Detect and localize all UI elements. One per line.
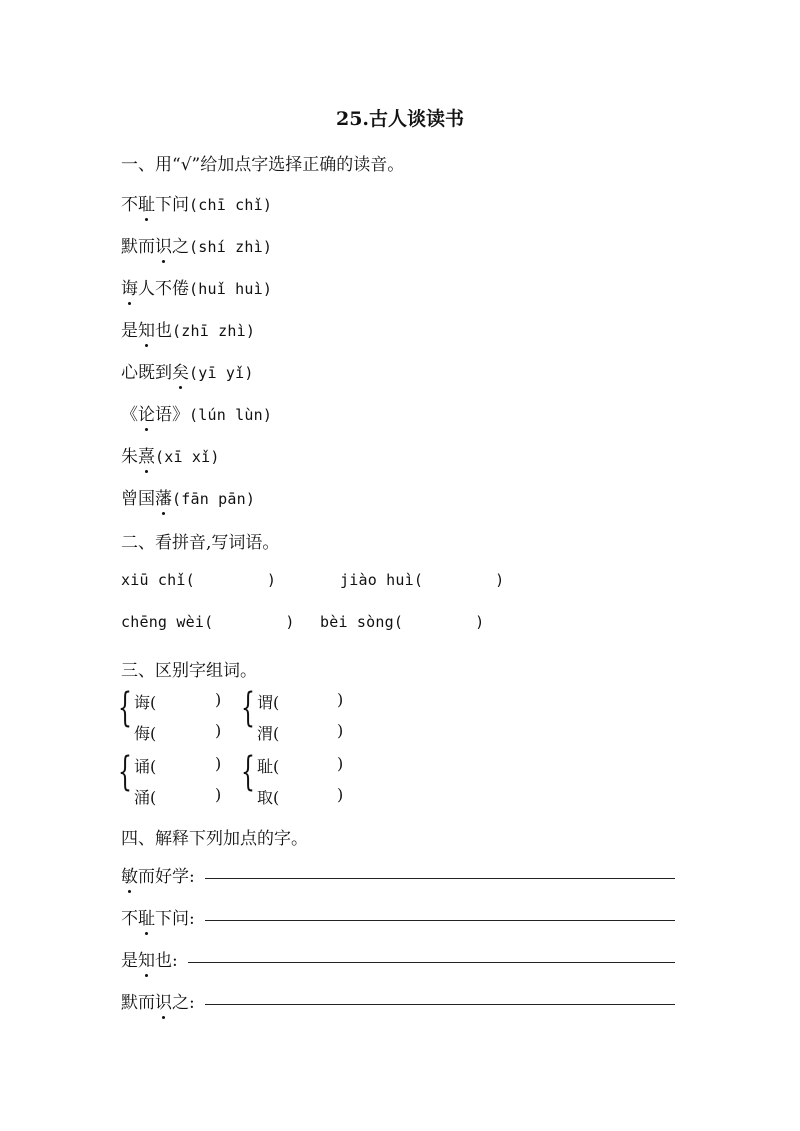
pronunciation-item bbox=[121, 442, 220, 467]
pinyin-options: (shí zhì) bbox=[189, 238, 273, 256]
dotted-char: 识 bbox=[155, 988, 172, 1013]
section4-heading: 四、解释下列加点的字。 bbox=[121, 829, 308, 849]
char-compare-bottom: 取( bbox=[257, 788, 280, 807]
section1-heading: 一、用“√”给加点字选择正确的读音。 bbox=[121, 155, 405, 175]
paren-close: ) bbox=[337, 721, 344, 740]
section3-heading: 三、区别字组词。 bbox=[121, 661, 257, 681]
pinyin-word: xiū chǐ bbox=[121, 571, 186, 589]
paren-close: ) bbox=[495, 571, 505, 589]
item-text-pre: 《 bbox=[121, 405, 138, 425]
item-text-post: 下问 bbox=[155, 195, 189, 215]
paren-close: ) bbox=[215, 690, 222, 709]
section2-heading: 二、看拼音,写词语。 bbox=[121, 533, 280, 553]
pinyin-options: (zhī zhì) bbox=[172, 322, 256, 340]
item-text-pre: 朱 bbox=[121, 447, 138, 467]
dotted-char: 诲 bbox=[121, 274, 138, 299]
pinyin-answer-item bbox=[121, 571, 276, 589]
paren-close: ) bbox=[215, 754, 222, 773]
answer-line[interactable] bbox=[205, 1004, 675, 1005]
dotted-char: 论 bbox=[138, 400, 155, 425]
char-compare-top: 耻( bbox=[257, 757, 280, 776]
item-text-pre: 是 bbox=[121, 951, 138, 971]
pinyin-options: (xī xǐ) bbox=[155, 448, 220, 466]
char-compare-top: 诲( bbox=[134, 693, 157, 712]
explain-item bbox=[121, 862, 195, 887]
item-text-pre: 默而 bbox=[121, 993, 155, 1013]
paren-open: ( bbox=[413, 571, 424, 589]
item-text-pre: 默而 bbox=[121, 237, 155, 257]
char-compare-bottom: 侮( bbox=[134, 724, 157, 743]
paren-open: ( bbox=[393, 613, 404, 631]
answer-line[interactable] bbox=[188, 962, 675, 963]
paren-close: ) bbox=[475, 613, 485, 631]
item-text-post: 下问: bbox=[155, 909, 195, 929]
item-text-post: 也: bbox=[155, 951, 178, 971]
pronunciation-item bbox=[121, 274, 272, 299]
pronunciation-item bbox=[121, 316, 255, 341]
paren-close: ) bbox=[337, 690, 344, 709]
pinyin-word: chēng wèi bbox=[121, 613, 205, 631]
char-compare-bottom: 渭( bbox=[257, 724, 280, 743]
paren-close: ) bbox=[337, 785, 344, 804]
item-text-post: 而好学: bbox=[138, 867, 195, 887]
dotted-char: 敏 bbox=[121, 862, 138, 887]
explain-item bbox=[121, 904, 195, 929]
paren-open: ( bbox=[204, 613, 214, 631]
left-brace: { bbox=[118, 749, 132, 795]
item-text-post: 之 bbox=[172, 237, 189, 257]
left-brace: { bbox=[241, 685, 255, 731]
left-brace: { bbox=[241, 749, 255, 795]
dotted-char: 矣 bbox=[172, 358, 189, 383]
paren-close: ) bbox=[215, 785, 222, 804]
char-compare-top: 谓( bbox=[257, 693, 280, 712]
pinyin-options: (huǐ huì) bbox=[189, 280, 273, 298]
item-text-post: 语》 bbox=[155, 405, 189, 425]
pronunciation-item bbox=[121, 484, 255, 509]
pronunciation-item bbox=[121, 232, 272, 257]
pinyin-answer-item bbox=[121, 613, 295, 631]
dotted-char: 识 bbox=[155, 232, 172, 257]
paren-open: ( bbox=[185, 571, 195, 589]
explain-item bbox=[121, 988, 195, 1013]
explain-item bbox=[121, 946, 178, 971]
dotted-char: 耻 bbox=[138, 190, 155, 215]
char-compare-top: 诵( bbox=[134, 757, 157, 776]
pinyin-answer-item bbox=[340, 571, 504, 589]
char-compare-bottom: 涌( bbox=[134, 788, 157, 807]
pinyin-options: (fān pān) bbox=[172, 490, 256, 508]
paren-close: ) bbox=[215, 721, 222, 740]
pinyin-answer-item bbox=[320, 613, 484, 631]
pinyin-options: (lún lùn) bbox=[189, 406, 273, 424]
pronunciation-item bbox=[121, 400, 272, 425]
pinyin-word: jiào huì bbox=[340, 571, 414, 589]
pronunciation-item bbox=[121, 190, 272, 215]
paren-close: ) bbox=[266, 571, 277, 589]
item-text-post: 之: bbox=[172, 993, 195, 1013]
pinyin-options: (chī chǐ) bbox=[189, 196, 273, 214]
dotted-char: 熹 bbox=[138, 442, 155, 467]
answer-line[interactable] bbox=[205, 920, 675, 921]
dotted-char: 藩 bbox=[155, 484, 172, 509]
item-text-pre: 曾国 bbox=[121, 489, 155, 509]
dotted-char: 知 bbox=[138, 946, 155, 971]
paren-close: ) bbox=[285, 613, 295, 631]
dotted-char: 知 bbox=[138, 316, 155, 341]
item-text-post: 人不倦 bbox=[138, 279, 189, 299]
pinyin-options: (yī yǐ) bbox=[189, 364, 254, 382]
item-text-pre: 心既到 bbox=[121, 363, 172, 383]
pinyin-word: bèi sòng bbox=[320, 613, 394, 631]
item-text-pre: 不 bbox=[121, 909, 138, 929]
pronunciation-item bbox=[121, 358, 254, 383]
paren-close: ) bbox=[337, 754, 344, 773]
item-text-post: 也 bbox=[155, 321, 172, 341]
dotted-char: 耻 bbox=[138, 904, 155, 929]
answer-line[interactable] bbox=[205, 878, 675, 879]
page-title: 25.古人谈读书 bbox=[335, 108, 465, 130]
left-brace: { bbox=[118, 685, 132, 731]
item-text-pre: 不 bbox=[121, 195, 138, 215]
item-text-pre: 是 bbox=[121, 321, 138, 341]
